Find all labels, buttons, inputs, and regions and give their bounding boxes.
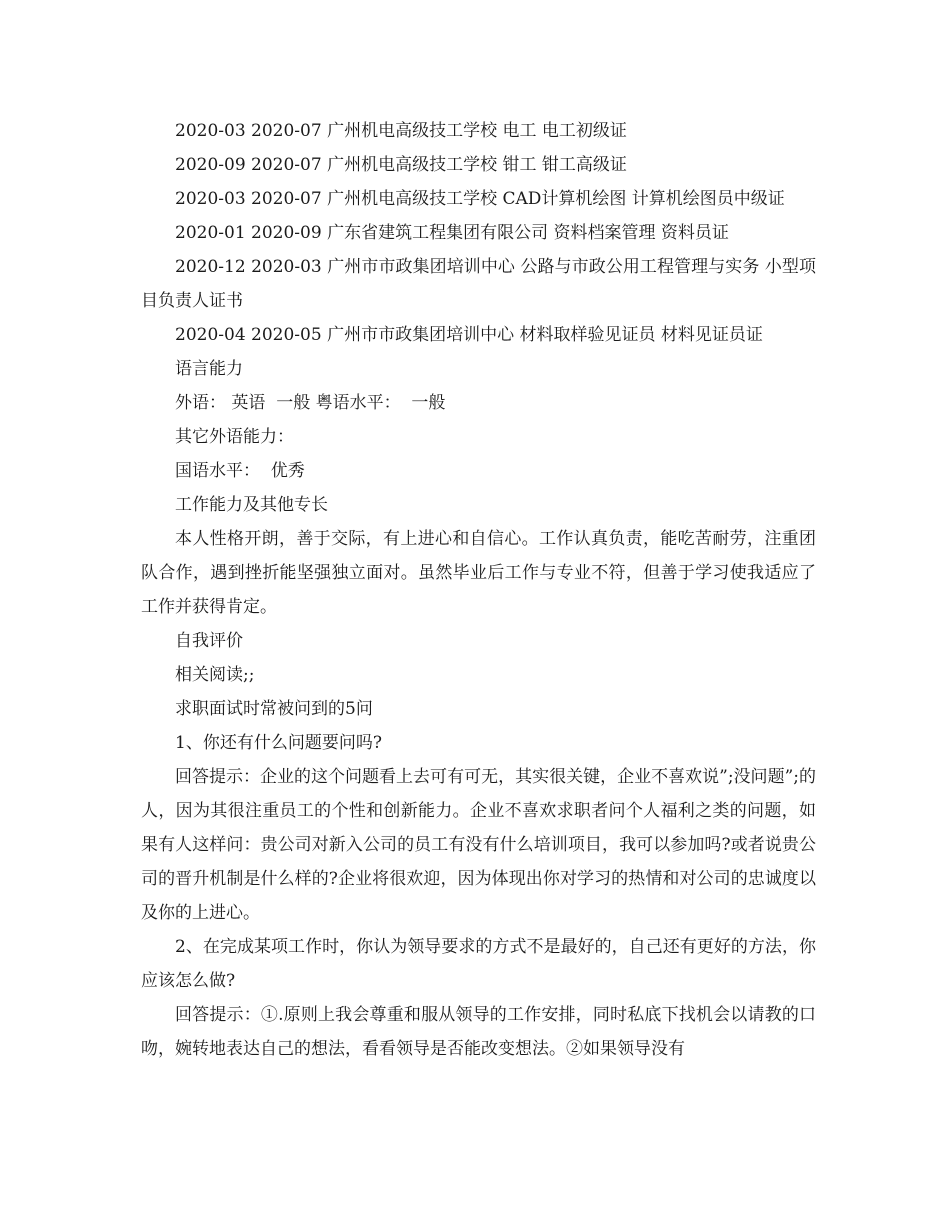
cert-row-electrician: 2020-03 2020-07 广州机电高级技工学校 电工 电工初级证 (175, 121, 627, 141)
cert-row-fitter: 2020-09 2020-07 广州机电高级技工学校 钳工 钳工高级证 (175, 155, 627, 175)
related-reading-label: 相关阅读;; (175, 665, 255, 685)
question-1: 1、你还有什么问题要问吗? (175, 733, 382, 753)
section-heading-self-evaluation: 自我评价 (175, 631, 243, 651)
mandarin-level-line: 国语水平： 优秀 (175, 461, 305, 481)
foreign-language-line: 外语： 英语 一般 粤语水平： 一般 (175, 393, 446, 413)
cert-row-archivist: 2020-01 2020-09 广东省建筑工程集团有限公司 资料档案管理 资料员证 (175, 223, 729, 243)
answer-2: 回答提示：①.原则上我会尊重和服从领导的工作安排，同时私底下找机会以请教的口吻，婉转地表达自己的想法，看看领导是否能改变想法。②如果领导没有 (141, 1005, 816, 1059)
article-title: 求职面试时常被问到的5问 (175, 699, 373, 719)
cert-row-project-manager: 2020-12 2020-03 广州市市政集团培训中心 公路与市政公用工程管理与实务 小型项目负责人证书 (141, 257, 816, 311)
other-language-line: 其它外语能力： (175, 427, 294, 447)
cert-row-cad: 2020-03 2020-07 广州机电高级技工学校 CAD计算机绘图 计算机绘图员中级证 (175, 189, 785, 209)
question-2: 2、在完成某项工作时，你认为领导要求的方式不是最好的，自己还有更好的方法，你应该怎么做? (141, 937, 816, 991)
section-heading-skills: 工作能力及其他专长 (175, 495, 328, 515)
section-heading-language: 语言能力 (175, 359, 243, 379)
skills-paragraph: 本人性格开朗，善于交际，有上进心和自信心。工作认真负责，能吃苦耐劳，注重团队合作，遇到挫折能坚强独立面对。虽然毕业后工作与专业不符，但善于学习使我适应了工作并获得肯定。 (141, 529, 816, 617)
document-body (141, 114, 816, 1066)
cert-row-material-witness: 2020-04 2020-05 广州市市政集团培训中心 材料取样验见证员 材料见证员证 (175, 325, 763, 345)
answer-1: 回答提示：企业的这个问题看上去可有可无，其实很关键，企业不喜欢说”;没问题”;的人，因为其很注重员工的个性和创新能力。企业不喜欢求职者问个人福利之类的问题，如果有人这样问：贵公司对新入公司的员工有没有什么培训项目，我可以参加吗?或者说贵公司的晋升机制是什么样的?企业将很欢迎，因为体现出你对学习的热情和对公司的忠诚度以及你的上进心。 (141, 767, 816, 923)
